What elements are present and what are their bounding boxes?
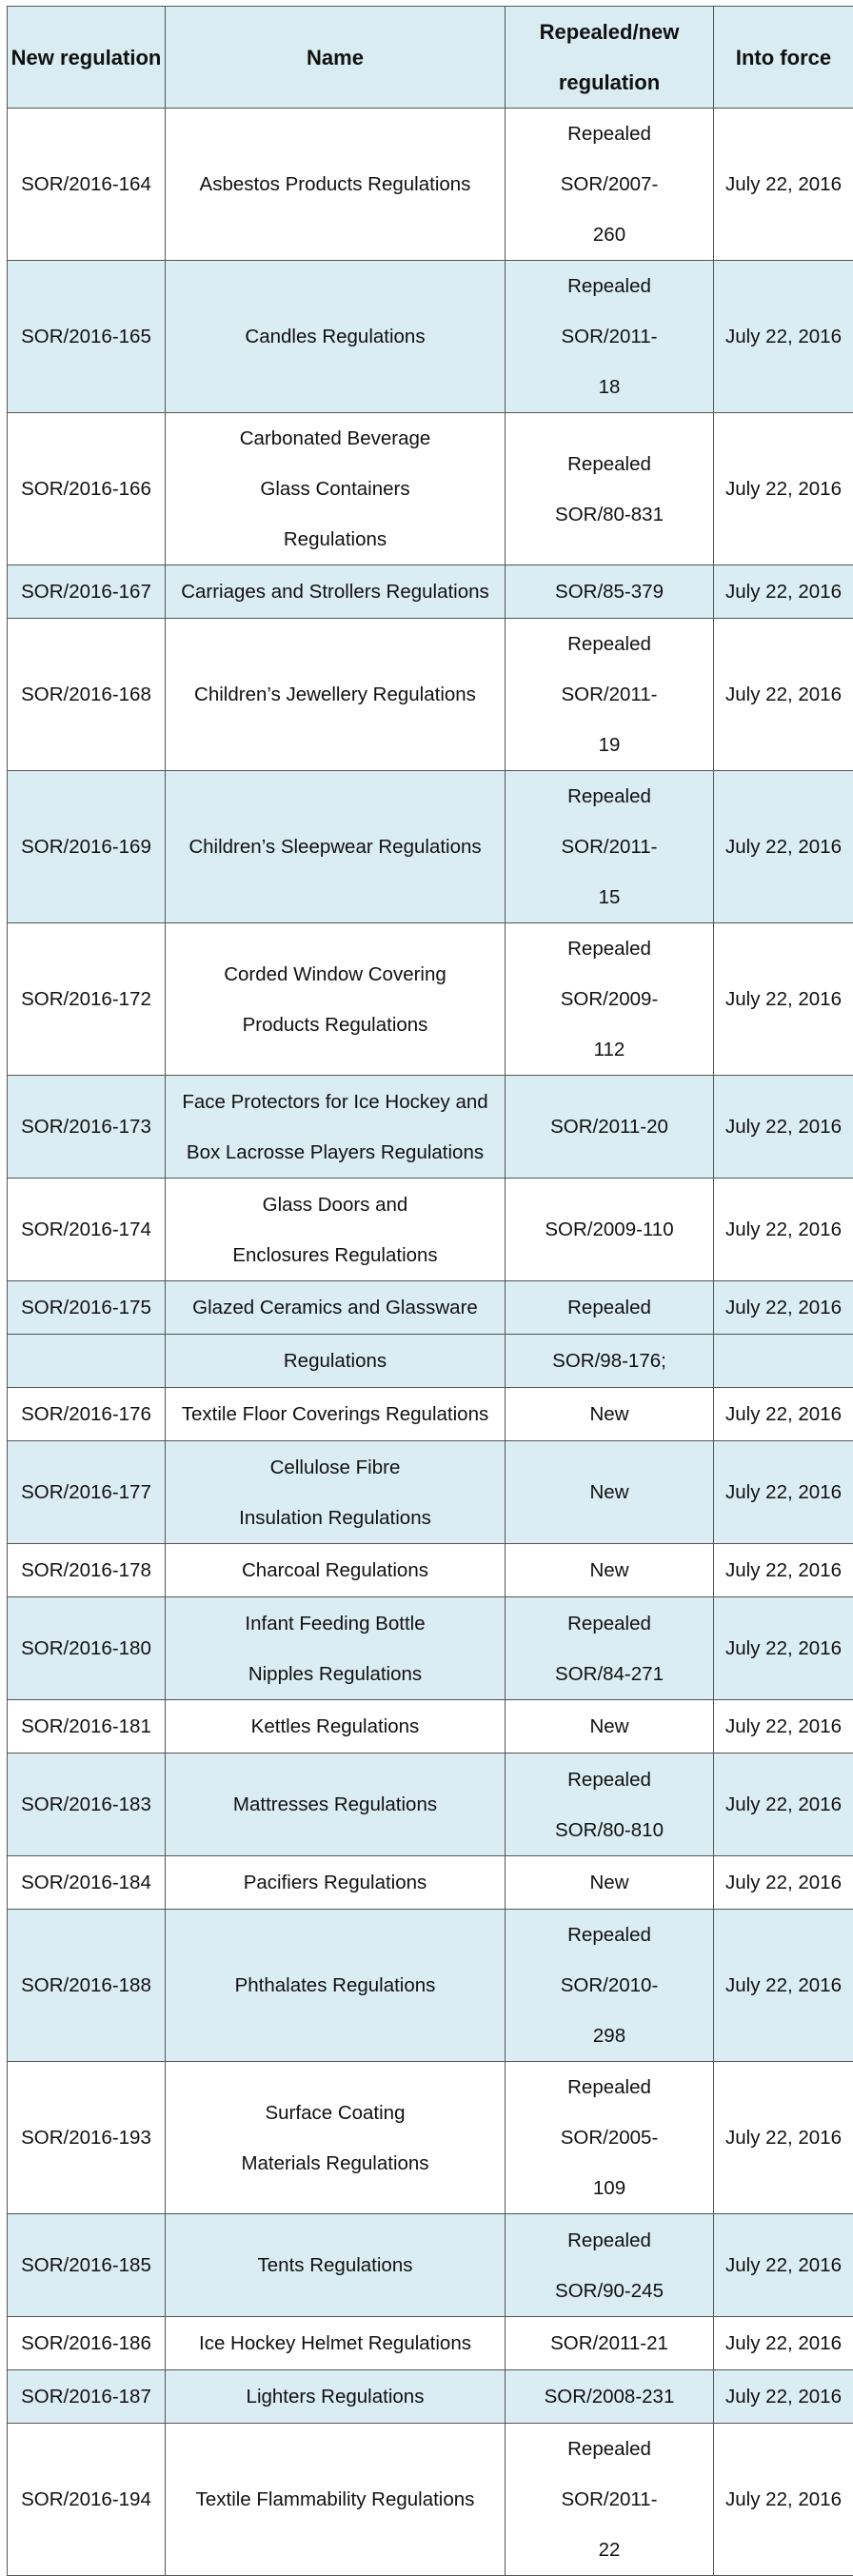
header-into-force: Into force (714, 7, 853, 109)
table-body (8, 109, 853, 2576)
into-force-date-cell (714, 261, 853, 413)
regulation-name-text: Mattresses Regulations (233, 1779, 437, 1830)
into-force-date-text: July 22, 2016 (725, 2371, 842, 2422)
into-force-date-cell (714, 2424, 853, 2576)
regulation-name-text: Glazed Ceramics and Glassware (192, 1282, 478, 1333)
regulation-number-text: SOR/2016-164 (21, 159, 151, 209)
into-force-date-text: July 22, 2016 (725, 464, 842, 514)
repealed-status-cell (506, 1179, 714, 1281)
repealed-status-cell (506, 2317, 714, 2370)
regulation-name-text: Textile Flammability Regulations (196, 2474, 475, 2525)
into-force-date-text: July 22, 2016 (725, 566, 842, 617)
regulation-name-text: Kettles Regulations (251, 1701, 420, 1752)
regulation-number-text: SOR/2016-181 (21, 1701, 151, 1752)
regulation-name-cell (166, 261, 506, 413)
regulation-number-text: SOR/2016-172 (21, 974, 151, 1024)
repealed-status-cell (506, 413, 714, 565)
table-row (8, 2214, 853, 2317)
repealed-status-text: New (589, 1545, 628, 1595)
into-force-date-cell (714, 1544, 853, 1597)
table-row (8, 619, 853, 771)
regulation-name-cell (166, 413, 506, 565)
regulation-number-text: SOR/2016-167 (21, 566, 151, 617)
into-force-date-text: July 22, 2016 (725, 2240, 842, 2290)
regulation-number-cell (8, 565, 166, 619)
regulation-number-cell (8, 1597, 166, 1700)
regulation-number-cell (8, 1754, 166, 1856)
regulation-number-cell (8, 1856, 166, 1910)
regulation-number-text: SOR/2016-166 (21, 464, 151, 514)
repealed-status-cell (506, 923, 714, 1076)
table-header (8, 7, 853, 109)
repealed-status-text: SOR/2011-21 (550, 2318, 668, 2368)
regulation-number-text: SOR/2016-169 (21, 822, 151, 872)
repealed-status-text: New (589, 1467, 628, 1517)
regulation-number-cell (8, 1076, 166, 1179)
header-row (8, 7, 853, 109)
regulation-number-cell (8, 1179, 166, 1281)
table-row (8, 1179, 853, 1281)
repealed-status-text: Repealed SOR/2011-15 (552, 771, 666, 922)
regulation-name-text: Textile Floor Coverings Regulations (182, 1389, 488, 1439)
table-row (8, 1910, 853, 2062)
repealed-status-text: SOR/2009-110 (545, 1204, 673, 1255)
regulation-number-text: SOR/2016-194 (21, 2474, 151, 2525)
repealed-status-cell (506, 1597, 714, 1700)
regulation-number-cell (8, 1700, 166, 1754)
table-row (8, 1700, 853, 1754)
table-row (8, 923, 853, 1076)
into-force-date-text: July 22, 2016 (725, 1960, 842, 2011)
regulation-number-cell (8, 771, 166, 923)
regulation-number-cell (8, 109, 166, 261)
into-force-date-cell (714, 2214, 853, 2317)
regulation-number-cell (8, 1388, 166, 1441)
repealed-status-cell (506, 1281, 714, 1335)
into-force-date-text: July 22, 2016 (725, 1389, 842, 1439)
regulation-name-text: Lighters Regulations (247, 2371, 425, 2422)
regulation-name-cell (166, 1441, 506, 1544)
table-row (8, 1388, 853, 1441)
into-force-date-text: July 22, 2016 (725, 669, 842, 720)
into-force-date-text: July 22, 2016 (725, 1101, 842, 1152)
table-row (8, 109, 853, 261)
regulation-number-cell (8, 2214, 166, 2317)
regulation-name-cell (166, 1754, 506, 1856)
header-new-regulation: New regulation (8, 7, 166, 109)
regulation-name-text: Pacifiers Regulations (244, 1857, 427, 1908)
into-force-date-cell (714, 1910, 853, 2062)
into-force-date-cell (714, 413, 853, 565)
repealed-status-text: Repealed SOR/2010-298 (552, 1910, 666, 2061)
into-force-date-text: July 22, 2016 (725, 311, 842, 362)
repealed-status-cell (506, 261, 714, 413)
into-force-date-cell (714, 1700, 853, 1754)
repealed-status-text: New (589, 1389, 628, 1439)
header-repealed-new: Repealed/new regulation (506, 7, 714, 109)
table-row (8, 413, 853, 565)
repealed-status-text: Repealed (567, 1282, 651, 1333)
repealed-status-text: SOR/2008-231 (545, 2371, 675, 2422)
table-row (8, 2424, 853, 2576)
into-force-date-cell (714, 109, 853, 261)
into-force-date-cell (714, 619, 853, 771)
regulation-name-text: Surface Coating Materials Regulations (226, 2088, 445, 2189)
into-force-date-text: July 22, 2016 (725, 1204, 842, 1255)
regulation-number-cell (8, 1281, 166, 1335)
repealed-status-cell (506, 1910, 714, 2062)
regulation-name-text: Infant Feeding Bottle Nipples Regulations (211, 1598, 459, 1699)
regulation-name-text: Candles Regulations (245, 311, 425, 362)
into-force-date-cell (714, 1335, 853, 1388)
regulation-number-text: SOR/2016-173 (21, 1101, 151, 1152)
into-force-date-cell (714, 1597, 853, 1700)
repealed-status-text: SOR/98-176; (552, 1336, 666, 1386)
into-force-date-text: July 22, 2016 (725, 1545, 842, 1595)
table-row (8, 1856, 853, 1910)
repealed-status-cell (506, 109, 714, 261)
regulation-name-cell (166, 2317, 506, 2370)
repealed-status-text: Repealed SOR/2009-112 (552, 923, 666, 1075)
regulation-number-cell (8, 923, 166, 1076)
repealed-status-cell (506, 619, 714, 771)
table-row (8, 1441, 853, 1544)
regulation-number-text: SOR/2016-177 (21, 1467, 151, 1517)
into-force-date-text: July 22, 2016 (725, 1701, 842, 1752)
repealed-status-cell (506, 1388, 714, 1441)
repealed-status-text: Repealed SOR/2011-19 (552, 619, 666, 770)
regulation-name-text: Children’s Jewellery Regulations (194, 669, 476, 720)
regulation-name-cell (166, 619, 506, 771)
regulation-number-text: SOR/2016-193 (21, 2112, 151, 2163)
regulation-name-text: Glass Doors and Enclosures Regulations (226, 1179, 445, 1280)
regulation-number-cell (8, 2317, 166, 2370)
into-force-date-text: July 22, 2016 (725, 822, 842, 872)
repealed-status-cell (506, 771, 714, 923)
table-row (8, 1754, 853, 1856)
regulation-number-text: SOR/2016-176 (21, 1389, 151, 1439)
repealed-status-cell (506, 1335, 714, 1388)
regulation-number-cell (8, 261, 166, 413)
regulation-number-text: SOR/2016-183 (21, 1779, 151, 1830)
into-force-date-text: July 22, 2016 (725, 974, 842, 1024)
regulation-number-text: SOR/2016-165 (21, 311, 151, 362)
repealed-status-text: SOR/2011-20 (550, 1101, 668, 1152)
into-force-date-cell (714, 1179, 853, 1281)
regulation-number-cell (8, 1335, 166, 1388)
regulation-name-cell (166, 1856, 506, 1910)
regulation-name-text: Regulations (284, 1336, 387, 1386)
repealed-status-cell (506, 1544, 714, 1597)
into-force-date-text: July 22, 2016 (725, 1282, 842, 1333)
into-force-date-text: July 22, 2016 (725, 1857, 842, 1908)
regulation-name-text: Face Protectors for Ice Hockey and Box Lacrosse Players Regulations (178, 1077, 492, 1178)
regulation-number-cell (8, 1544, 166, 1597)
regulation-name-cell (166, 1076, 506, 1179)
regulation-name-text: Tents Regulations (258, 2240, 413, 2290)
table-row (8, 1597, 853, 1700)
into-force-date-text: July 22, 2016 (725, 1623, 842, 1674)
regulation-number-text: SOR/2016-186 (21, 2318, 151, 2368)
repealed-status-cell (506, 1754, 714, 1856)
header-name: Name (166, 7, 506, 109)
regulation-number-cell (8, 2370, 166, 2424)
into-force-date-cell (714, 1754, 853, 1856)
repealed-status-cell (506, 1076, 714, 1179)
repealed-status-text: Repealed SOR/80-810 (552, 1754, 666, 1855)
into-force-date-cell (714, 1388, 853, 1441)
regulation-name-text: Children’s Sleepwear Regulations (188, 822, 481, 872)
table-row (8, 565, 853, 619)
repealed-status-cell (506, 565, 714, 619)
repealed-status-cell (506, 2370, 714, 2424)
regulation-name-cell (166, 1700, 506, 1754)
regulation-name-text: Cellulose Fibre Insulation Regulations (226, 1442, 445, 1543)
regulation-name-cell (166, 1281, 506, 1335)
table-row (8, 261, 853, 413)
repealed-status-text: SOR/85-379 (555, 566, 664, 617)
repealed-status-text: Repealed SOR/90-245 (552, 2215, 666, 2316)
repealed-status-cell (506, 1856, 714, 1910)
repealed-status-text: Repealed SOR/2007-260 (552, 109, 666, 260)
regulation-name-text: Carriages and Strollers Regulations (181, 566, 489, 617)
into-force-date-text: July 22, 2016 (725, 2112, 842, 2163)
regulation-number-text: SOR/2016-188 (21, 1960, 151, 2011)
table-row (8, 1281, 853, 1335)
repealed-status-text: Repealed SOR/80-831 (552, 439, 666, 540)
regulation-name-cell (166, 2214, 506, 2317)
repealed-status-text: Repealed SOR/84-271 (552, 1598, 666, 1699)
regulation-name-cell (166, 1597, 506, 1700)
table-row (8, 2317, 853, 2370)
regulation-name-text: Corded Window Covering Products Regulations (188, 949, 483, 1050)
regulation-name-text: Charcoal Regulations (242, 1545, 428, 1595)
into-force-date-text: July 22, 2016 (725, 2474, 842, 2525)
repealed-status-text: Repealed SOR/2011-22 (552, 2424, 666, 2575)
into-force-date-cell (714, 1856, 853, 1910)
regulation-number-text: SOR/2016-174 (21, 1204, 151, 1255)
regulation-number-text: SOR/2016-168 (21, 669, 151, 720)
repealed-status-text: Repealed SOR/2011-18 (552, 261, 666, 412)
regulation-name-text: Carbonated Beverage Glass Containers Regulations (226, 413, 445, 565)
regulation-name-cell (166, 1910, 506, 2062)
repealed-status-text: New (589, 1857, 628, 1908)
regulation-name-cell (166, 2424, 506, 2576)
regulation-name-cell (166, 771, 506, 923)
regulations-table (7, 6, 853, 2576)
into-force-date-text: July 22, 2016 (725, 1779, 842, 1830)
into-force-date-text: July 22, 2016 (725, 2318, 842, 2368)
repealed-status-cell (506, 1700, 714, 1754)
into-force-date-text: July 22, 2016 (725, 159, 842, 209)
regulation-number-cell (8, 2424, 166, 2576)
into-force-date-cell (714, 923, 853, 1076)
regulation-name-cell (166, 109, 506, 261)
regulation-name-text: Ice Hockey Helmet Regulations (199, 2318, 471, 2368)
regulation-number-cell (8, 413, 166, 565)
repealed-status-cell (506, 2424, 714, 2576)
repealed-status-text: New (589, 1701, 628, 1752)
regulation-name-cell (166, 565, 506, 619)
table-row (8, 771, 853, 923)
regulation-name-cell (166, 1388, 506, 1441)
repealed-status-cell (506, 1441, 714, 1544)
regulation-number-cell (8, 1910, 166, 2062)
into-force-date-cell (714, 2370, 853, 2424)
regulation-name-cell (166, 1544, 506, 1597)
into-force-date-cell (714, 1076, 853, 1179)
regulation-number-text: SOR/2016-178 (21, 1545, 151, 1595)
repealed-status-cell (506, 2214, 714, 2317)
regulation-number-text: SOR/2016-187 (21, 2371, 151, 2422)
into-force-date-cell (714, 771, 853, 923)
into-force-date-cell (714, 1441, 853, 1544)
table-row (8, 1076, 853, 1179)
table-row (8, 2370, 853, 2424)
regulation-number-text: SOR/2016-175 (21, 1282, 151, 1333)
regulation-name-cell (166, 1335, 506, 1388)
repealed-status-text: Repealed SOR/2005-109 (552, 2062, 666, 2213)
regulation-number-text: SOR/2016-185 (21, 2240, 151, 2290)
regulation-number-text: SOR/2016-180 (21, 1623, 151, 1674)
regulation-name-text: Phthalates Regulations (235, 1960, 436, 2011)
regulation-name-cell (166, 1179, 506, 1281)
regulation-name-text: Asbestos Products Regulations (200, 159, 471, 209)
table-row (8, 1544, 853, 1597)
into-force-date-cell (714, 1281, 853, 1335)
regulation-name-cell (166, 2370, 506, 2424)
regulation-number-cell (8, 619, 166, 771)
table-row (8, 1335, 853, 1388)
into-force-date-cell (714, 2317, 853, 2370)
regulation-name-cell (166, 923, 506, 1076)
into-force-date-cell (714, 565, 853, 619)
into-force-date-text: July 22, 2016 (725, 1467, 842, 1517)
regulation-number-text: SOR/2016-184 (21, 1857, 151, 1908)
regulation-number-cell (8, 1441, 166, 1544)
